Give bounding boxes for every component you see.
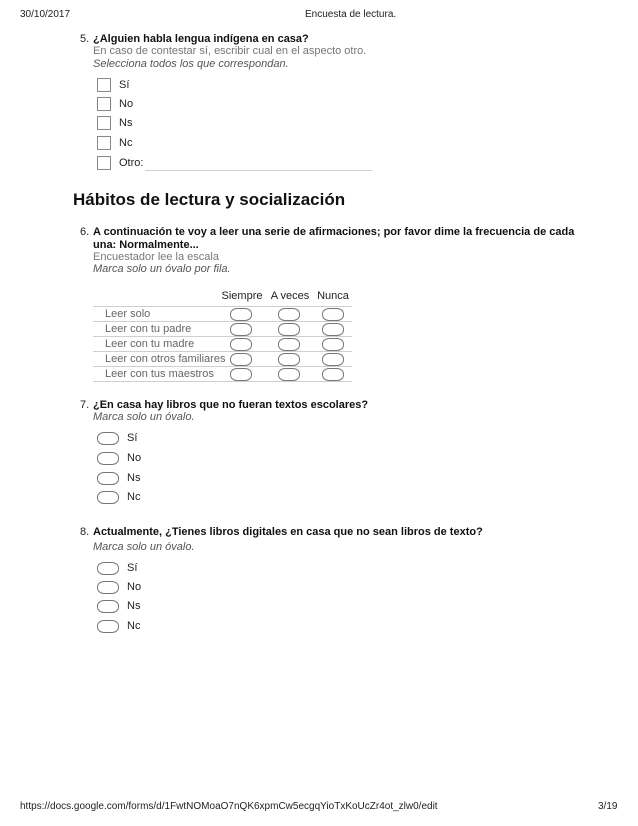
grid-oval-familiares-a-veces[interactable]	[278, 353, 300, 366]
q5-title: ¿Alguien habla lengua indígena en casa?	[93, 33, 309, 45]
grid-col-nunca: Nunca	[317, 290, 349, 302]
grid-oval-leer-solo-a-veces[interactable]	[278, 308, 300, 321]
q5-option-label: No	[119, 98, 134, 110]
q5-other-input[interactable]	[145, 170, 372, 171]
q5-checkbox-otro[interactable]	[97, 156, 111, 170]
document-title: Encuesta de lectura.	[305, 9, 397, 20]
grid-oval-madre-nunca[interactable]	[322, 338, 344, 351]
q7-option-label: Nc	[127, 491, 141, 503]
q5-option-label: Sí	[119, 79, 130, 91]
q7-option-label: No	[127, 452, 142, 464]
q7-number: 7.	[80, 399, 90, 411]
q6-instruction: Marca solo un óvalo por fila.	[93, 263, 231, 275]
grid-row-label: Leer con tu madre	[105, 338, 195, 350]
q7-instruction: Marca solo un óvalo.	[93, 411, 195, 423]
section-title: Hábitos de lectura y socialización	[73, 190, 346, 209]
grid-oval-maestros-nunca[interactable]	[322, 368, 344, 381]
grid-divider	[93, 351, 352, 352]
q5-option-label: Otro:	[119, 157, 144, 169]
q5-checkbox-no[interactable]	[97, 97, 111, 111]
q5-checkbox-ns[interactable]	[97, 116, 111, 130]
grid-oval-familiares-siempre[interactable]	[230, 353, 252, 366]
q8-title: Actualmente, ¿Tienes libros digitales en casa que no sean libros de texto?	[93, 526, 483, 538]
footer-url: https://docs.google.com/forms/d/1FwtNOMoaO7nQK6xpmCw5ecgqYioTxKoUcZr4ot_zlw0/edit	[20, 801, 438, 812]
q8-option-label: Nc	[127, 620, 141, 632]
q7-title: ¿En casa hay libros que no fueran textos escolares?	[93, 399, 369, 411]
grid-oval-madre-a-veces[interactable]	[278, 338, 300, 351]
q7-radio-nc[interactable]	[97, 491, 119, 504]
grid-col-siempre: Siempre	[221, 290, 263, 302]
grid-oval-familiares-nunca[interactable]	[322, 353, 344, 366]
print-date: 30/10/2017	[20, 9, 71, 20]
grid-divider	[93, 306, 352, 307]
q7-option-label: Sí	[127, 432, 138, 444]
q7-radio-no[interactable]	[97, 452, 119, 465]
q8-instruction: Marca solo un óvalo.	[93, 541, 195, 553]
q7-option-label: Ns	[127, 472, 141, 484]
grid-oval-madre-siempre[interactable]	[230, 338, 252, 351]
q8-radio-nc[interactable]	[97, 620, 119, 633]
grid-divider	[93, 381, 352, 382]
q6-number: 6.	[80, 226, 90, 238]
q7-radio-si[interactable]	[97, 432, 119, 445]
grid-oval-padre-a-veces[interactable]	[278, 323, 300, 336]
grid-oval-padre-nunca[interactable]	[322, 323, 344, 336]
q5-option-label: Ns	[119, 117, 133, 129]
grid-row-label: Leer solo	[105, 308, 151, 320]
q8-radio-si[interactable]	[97, 562, 119, 575]
grid-divider	[93, 336, 352, 337]
grid-oval-maestros-siempre[interactable]	[230, 368, 252, 381]
q5-checkbox-nc[interactable]	[97, 136, 111, 150]
q8-number: 8.	[80, 526, 90, 538]
grid-divider	[93, 321, 352, 322]
grid-col-a-veces: A veces	[270, 290, 310, 302]
grid-oval-padre-siempre[interactable]	[230, 323, 252, 336]
q6-help-text: Encuestador lee la escala	[93, 251, 219, 263]
q6-title-line1: A continuación te voy a leer una serie de afirmaciones; por favor dime la frecuencia de cada	[93, 226, 575, 238]
q8-radio-no[interactable]	[97, 581, 119, 594]
q8-option-label: No	[127, 581, 142, 593]
q5-help-text: En caso de contestar sí, escribir cual en el aspecto otro.	[93, 45, 367, 57]
grid-oval-leer-solo-siempre[interactable]	[230, 308, 252, 321]
grid-row-label: Leer con otros familiares	[105, 353, 226, 365]
grid-row-label: Leer con tu padre	[105, 323, 192, 335]
q7-radio-ns[interactable]	[97, 472, 119, 485]
q5-instruction: Selecciona todos los que correspondan.	[93, 58, 289, 70]
q5-number: 5.	[80, 33, 90, 45]
grid-row-label: Leer con tus maestros	[105, 368, 214, 380]
q5-option-label: Nc	[119, 137, 133, 149]
grid-divider	[93, 366, 352, 367]
q5-checkbox-si[interactable]	[97, 78, 111, 92]
grid-oval-maestros-a-veces[interactable]	[278, 368, 300, 381]
grid-oval-leer-solo-nunca[interactable]	[322, 308, 344, 321]
page-number: 3/19	[598, 801, 618, 812]
q6-title-line2: una: Normalmente...	[93, 239, 199, 251]
q8-radio-ns[interactable]	[97, 600, 119, 613]
q8-option-label: Sí	[127, 562, 138, 574]
q8-option-label: Ns	[127, 600, 141, 612]
